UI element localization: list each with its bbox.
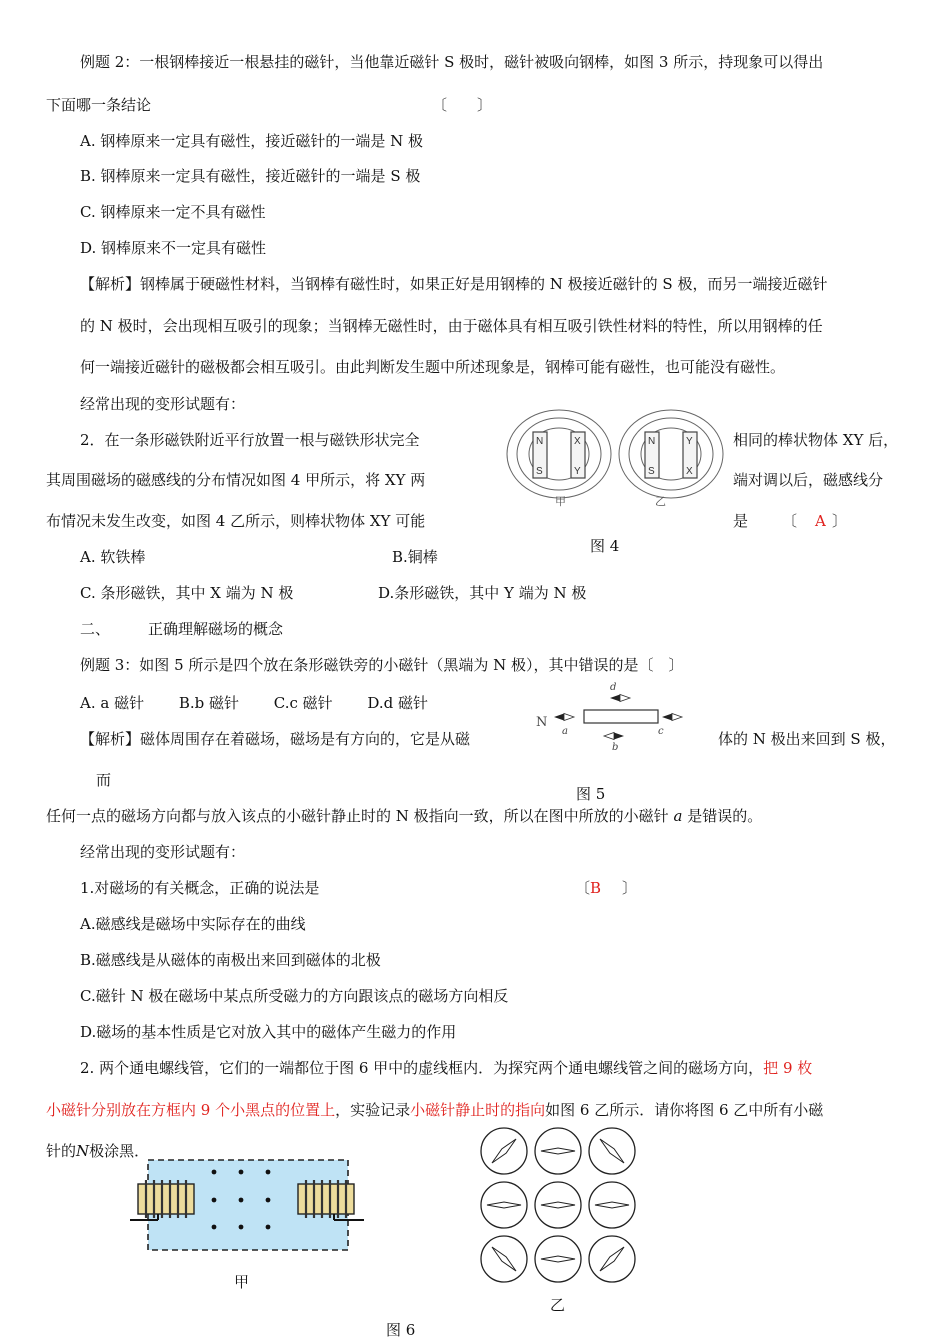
q2b-line1 xyxy=(80,1058,812,1078)
figure-6-jia xyxy=(128,1150,368,1258)
fig6-left-solenoid xyxy=(130,1180,194,1220)
fig5-needle-d xyxy=(610,695,630,702)
fig4-left-pole-2: X xyxy=(574,436,581,447)
example2-analysis-2: 的 N 极时，会出现相互吸引的现象；当钢棒无磁性时，由于磁体具有相互吸引铁性材料的特性，所以用钢棒的任 xyxy=(80,317,823,335)
example3-analysis-last xyxy=(46,806,762,826)
example3-analysis-right: 体的 N 极出来回到 S 极， xyxy=(718,730,896,748)
q2b-line1-red: 把 9 枚 xyxy=(763,1059,813,1077)
q1-paren-close: 〕 xyxy=(622,879,638,897)
fig5-pole: N xyxy=(536,715,548,730)
fig6-needle-6 xyxy=(595,1202,629,1208)
q2b-line2-black1: ，实验记录 xyxy=(335,1101,411,1119)
example2-line1: 例题 2：一根钢棒接近一根悬挂的磁针，当他靠近磁针 S 极时，磁针被吸向钢棒，如图 3 所示，持现象可以得出 xyxy=(80,53,824,71)
fig4-label-right: 乙 xyxy=(655,495,666,508)
q2b-line2-red1: 小磁针分别放在方框内 9 个小黑点的位置上 xyxy=(46,1101,336,1119)
example3-analysis-last-2: 是错误的。 xyxy=(687,807,763,825)
fig4-right-pole-2: Y xyxy=(686,436,693,447)
fig6-label-jia: 甲 xyxy=(234,1273,250,1291)
q1-option-b: B.磁感线是从磁体的南极出来回到磁体的北极 xyxy=(80,951,381,969)
fig6-needle-7 xyxy=(490,1245,518,1273)
fig4-left-pole-3: S xyxy=(536,466,543,477)
example2-analysis-3: 何一端接近磁针的磁极都会相互吸引。由此判断发生题中所述现象是，钢棒可能有磁性，也可能没有磁性。 xyxy=(80,358,786,376)
fig5-label-c: c xyxy=(658,726,664,737)
q2a-line2-left: 其周围磁场的磁感线的分布情况如图 4 甲所示，将 XY 两 xyxy=(46,471,426,489)
example2-option-b: B. 钢棒原来一定具有磁性，接近磁针的一端是 S 极 xyxy=(80,167,421,185)
example2-option-c: C. 钢棒原来一定不具有磁性 xyxy=(80,203,266,221)
example2-option-a: A. 钢棒原来一定具有磁性，接近磁针的一端是 N 极 xyxy=(80,132,424,150)
fig6-needle-3 xyxy=(598,1137,626,1165)
q1-option-c: C.磁针 N 极在磁场中某点所受磁力的方向跟该点的磁场方向相反 xyxy=(80,987,509,1005)
fig5-needle-a xyxy=(554,714,574,721)
example3-analysis-last-a: a xyxy=(673,807,683,825)
fig6-right-solenoid xyxy=(298,1180,364,1220)
fig6-needle-9 xyxy=(598,1245,626,1273)
q2a-paren-open: 〔 xyxy=(782,512,798,530)
q2a-line1-right: 相同的棒状物体 XY 后， xyxy=(733,431,899,449)
fig4-left-pole-1: N xyxy=(536,436,544,447)
q2a-answer: A xyxy=(815,512,826,530)
q2a-option-a: A. 软铁棒 xyxy=(80,548,146,566)
fig4-left-pole-4: Y xyxy=(574,466,581,477)
example3-analysis-left: 【解析】磁体周围存在着磁场，磁场是有方向的，它是从磁 xyxy=(80,730,471,748)
figure-4 xyxy=(505,402,730,510)
q2b-line3-n: N xyxy=(76,1142,90,1160)
q2b-line2-red2: 小磁针静止时的指向 xyxy=(410,1101,546,1119)
fig5-label-a: a xyxy=(562,726,568,737)
fig6-needle-4 xyxy=(487,1202,521,1208)
example3-options: A. a 磁针 B.b 磁针 C.c 磁针 D.d 磁针 xyxy=(80,694,429,712)
section2-number: 二、 xyxy=(80,620,111,638)
example3-analysis-last-1: 任何一点的磁场方向都与放入该点的小磁针静止时的 N 极指向一致，所以在图中所放的小磁针 xyxy=(46,807,669,825)
fig6-needle-5 xyxy=(541,1202,575,1208)
q2a-line3-right: 是 xyxy=(733,512,749,530)
fig5-caption: 图 5 xyxy=(576,785,606,803)
fig6-caption: 图 6 xyxy=(386,1321,416,1339)
example3-line1: 例题 3：如图 5 所示是四个放在条形磁铁旁的小磁针（黑端为 N 极），其中错误的是〔 〕 xyxy=(80,656,684,674)
q1-option-a: A.磁感线是磁场中实际存在的曲线 xyxy=(80,915,306,933)
example2-paren: 〔 〕 xyxy=(432,96,493,114)
fig6-label-yi: 乙 xyxy=(550,1296,566,1314)
section2-title: 正确理解磁场的概念 xyxy=(148,620,284,638)
fig6-needle-8 xyxy=(541,1256,575,1262)
q1-paren-open: 〔 xyxy=(575,879,591,897)
q2b-line3-1: 针的 xyxy=(46,1142,77,1160)
q2b-line2 xyxy=(46,1100,823,1120)
q2b-line3-2: 极涂黑． xyxy=(89,1142,150,1160)
q2b-line1-black: 2. 两个通电螺线管，它们的一端都位于图 6 甲中的虚线框内．为探究两个通电螺线管之间的磁场方向， xyxy=(80,1059,764,1077)
fig4-right-pole-1: N xyxy=(648,436,656,447)
q2a-line3-left: 布情况未发生改变，如图 4 乙所示，则棒状物体 XY 可能 xyxy=(46,512,426,530)
fig5-label-b: b xyxy=(612,742,619,752)
q2a-option-c: C. 条形磁铁，其中 X 端为 N 极 xyxy=(80,584,294,602)
fig5-needle-b xyxy=(604,733,624,740)
q2a-line2-right: 端对调以后，磁感线分 xyxy=(733,471,884,489)
q1-stem: 1.对磁场的有关概念，正确的说法是 xyxy=(80,879,320,897)
fig5-label-d: d xyxy=(610,682,617,693)
fig6-needle-2 xyxy=(541,1148,575,1154)
variant-heading-1: 经常出现的变形试题有： xyxy=(80,395,246,413)
fig4-right-pole-4: X xyxy=(686,466,693,477)
figure-5 xyxy=(532,680,702,752)
q2a-option-b: B.铜棒 xyxy=(392,548,438,566)
example2-option-d: D. 钢棒原来不一定具有磁性 xyxy=(80,239,267,257)
q2a-paren-close: 〕 xyxy=(832,512,848,530)
example3-er: 而 xyxy=(96,771,112,789)
q2a-option-d: D.条形磁铁，其中 Y 端为 N 极 xyxy=(378,584,587,602)
fig4-label-left: 甲 xyxy=(555,495,566,508)
q1-answer: B xyxy=(590,879,602,897)
fig4-caption: 图 4 xyxy=(590,537,620,555)
fig6-needle-1 xyxy=(490,1137,518,1165)
example2-analysis-1: 【解析】钢棒属于硬磁性材料，当钢棒有磁性时，如果正好是用钢棒的 N 极接近磁针的 S 极，而另一端接近磁针 xyxy=(80,275,828,293)
variant-heading-2: 经常出现的变形试题有： xyxy=(80,843,246,861)
q2b-line2-black2: 如图 6 乙所示．请你将图 6 乙中所有小磁 xyxy=(545,1101,824,1119)
q1-option-d: D.磁场的基本性质是它对放入其中的磁体产生磁力的作用 xyxy=(80,1023,457,1041)
fig5-bar-magnet xyxy=(584,710,658,723)
fig4-right-pole-3: S xyxy=(648,466,655,477)
figure-6-yi xyxy=(478,1125,638,1285)
fig5-needle-c xyxy=(662,714,682,721)
q2a-line1-left: 2．在一条形磁铁附近平行放置一根与磁铁形状完全 xyxy=(80,431,420,449)
example2-line2: 下面哪一条结论 xyxy=(46,96,152,114)
